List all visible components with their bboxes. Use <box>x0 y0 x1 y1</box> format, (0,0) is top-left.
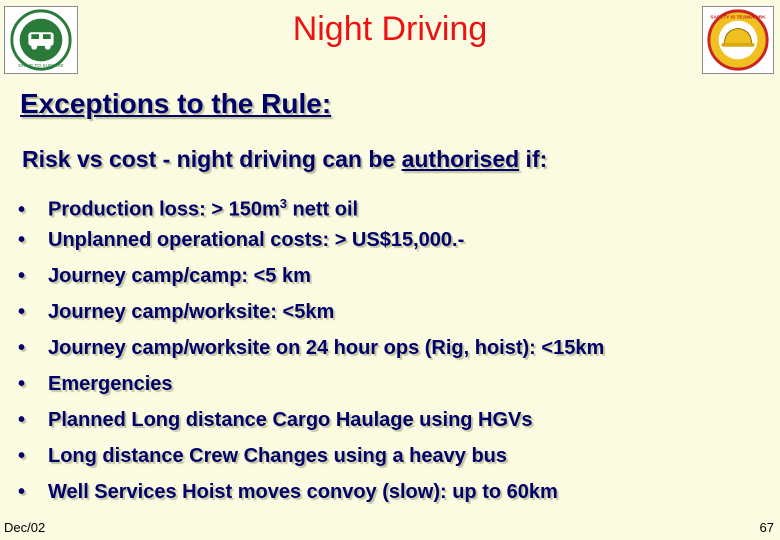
lead-suffix: if: <box>519 146 548 172</box>
bullet-icon: • <box>18 265 26 287</box>
exceptions-list <box>18 189 604 513</box>
bullet-icon: • <box>18 445 26 467</box>
page-title: Night Driving <box>292 10 488 48</box>
safety-is-teamwork-logo <box>702 6 774 74</box>
list-item-text: Long distance Crew Changes using a heavy bus <box>48 445 507 467</box>
footer-date: Dec/02 <box>4 520 46 535</box>
superscript: 3 <box>279 196 287 211</box>
list-item <box>18 477 604 513</box>
lead-sentence <box>22 146 547 173</box>
list-item <box>18 441 604 477</box>
list-item <box>18 189 604 225</box>
lead-prefix: Risk vs cost - night driving can be <box>22 146 402 172</box>
logo-right-text: SAFETY IS TEAMWORK <box>710 15 766 21</box>
list-item <box>18 297 604 333</box>
bullet-icon: • <box>18 337 26 359</box>
list-item <box>18 261 604 297</box>
bullet-icon: • <box>18 481 26 503</box>
list-item <box>18 333 604 369</box>
bullet-icon: • <box>18 301 26 323</box>
hard-hat-badge-icon <box>703 7 773 73</box>
section-heading: Exceptions to the Rule: <box>20 88 332 119</box>
list-item <box>18 405 604 441</box>
page-number: 67 <box>759 520 774 535</box>
lead-underlined-word: authorised <box>401 146 520 172</box>
bullet-icon: • <box>18 198 26 221</box>
bullet-icon: • <box>18 409 26 431</box>
list-item-text: Journey camp/worksite: <5km <box>48 301 335 323</box>
logo-left-text: DRIVE TO SURVIVE <box>18 64 64 70</box>
list-item-text: Production loss: > 150m <box>48 198 280 221</box>
list-item <box>18 369 604 405</box>
list-item-text: Journey camp/worksite on 24 hour ops (Rig, hoist): <15km <box>48 337 605 359</box>
list-item-text: Planned Long distance Cargo Haulage using HGVs <box>48 409 533 431</box>
list-item-text-after: nett oil <box>286 198 359 221</box>
list-item-text: Journey camp/camp: <5 km <box>48 265 311 287</box>
list-item <box>18 225 604 261</box>
list-item-text: Well Services Hoist moves convoy (slow): up to 60km <box>48 481 558 503</box>
bullet-icon: • <box>18 373 26 395</box>
list-item-text: Unplanned operational costs: > US$15,000.- <box>48 229 465 251</box>
bullet-icon: • <box>18 229 26 251</box>
list-item-text: Emergencies <box>48 373 173 395</box>
